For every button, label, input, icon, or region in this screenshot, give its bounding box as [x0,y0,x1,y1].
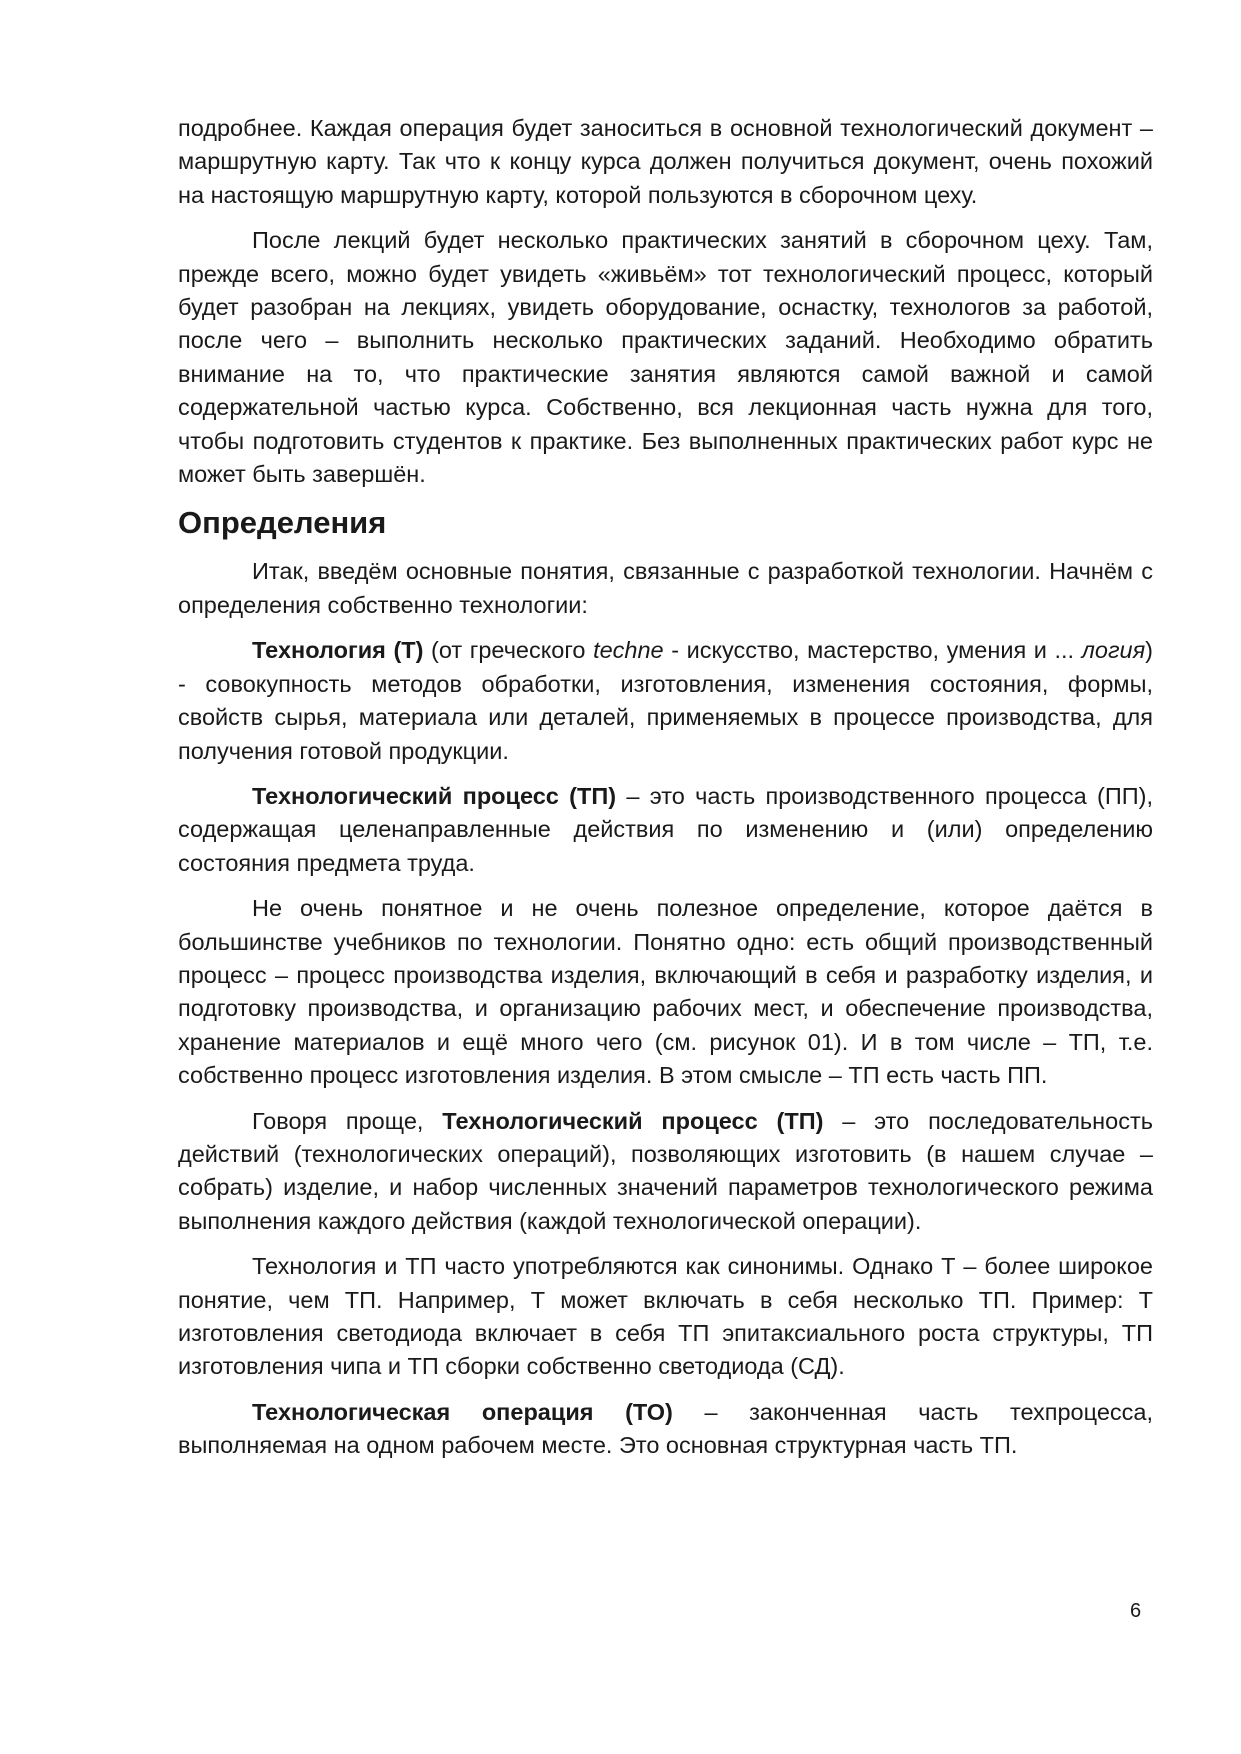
document-page [178,112,1153,1475]
definition-technological-operation [178,1396,1153,1463]
paragraph-practical-lessons: После лекций будет несколько практических занятий в сборочном цеху. Там, прежде всего, можно будет увидеть «живьём» тот технологический процесс, который будет разобран на лекциях, увидеть оборудование, оснастку, технологов за работой, после чего – выполнить несколько практических заданий. Необходимо обратить внимание на то, что практические занятия являются самой важной и самой содержательной частью курса. Собственно, вся лекционная часть нужна для того, чтобы подготовить студентов к практике. Без выполненных практических работ курс не может быть завершён. [178,227,1153,488]
definition-technological-process [178,780,1153,880]
definition-technological-operation-text: – законченная часть техпроцесса, выполняемая на одном рабочем месте. Это основная структурная часть ТП. [178,1398,1153,1459]
term-technology: Технология (Т) [252,637,424,664]
word-logia: логия [1081,637,1146,664]
paragraph-production-process: Не очень понятное и не очень полезное определение, которое даётся в большинстве учебников по технологии. Понятно одно: есть общий производственный процесс – процесс производства изделия, включающий в себя и разработку изделия, и подготовку производства, и организацию рабочих мест, и обеспечение производства, хранение материалов и ещё много чего (см. рисунок 01). И в том числе – ТП, т.е. собственно процесс изготовления изделия. В этом смысле – ТП есть часть ПП. [178,895,1153,1089]
paragraph-technology-vs-process: Технология и ТП часто употребляются как синонимы. Однако Т – более широкое понятие, чем ТП. Например, Т может включать в себя несколько ТП. Пример: Т изготовления светодиода включает в себя ТП эпитаксиального роста структуры, ТП изготовления чипа и ТП сборки собственно светодиода (СД). [178,1253,1153,1380]
definition-technological-process-simple [178,1105,1153,1239]
definition-technology-text-1: (от греческого [423,637,594,664]
term-technological-process: Технологический процесс (ТП) [252,782,617,809]
term-technological-operation: Технологическая операция (ТО) [252,1398,673,1425]
section-heading-definitions: Определения [178,505,387,541]
page-number: 6 [1130,1600,1142,1622]
definition-technology-text-2: - искусство, мастерство, умения и ... [663,637,1082,664]
word-techne: techne [593,637,664,664]
term-technological-process-2: Технологический процесс (ТП) [442,1107,824,1134]
simple-definition-text: – это последовательность действий (технологических операций), позволяющих изготовить (в нашем случае – собрать) изделие, и набор численных значений параметров технологического режима выполнения каждого действия (каждой технологической операции). [178,1107,1153,1234]
definition-technological-process-text: – это часть производственного процесса (ПП), содержащая целенаправленные действия по изменению и (или) определению состояния предмета труда. [178,782,1153,876]
paragraph-course-route-card: подробнее. Каждая операция будет заноситься в основной технологический документ – маршрутную карту. Так что к концу курса должен получиться документ, очень похожий на настоящую маршрутную карту, которой пользуются в сборочном цеху. [178,115,1153,208]
paragraph-intro-definitions: Итак, введём основные понятия, связанные с разработкой технологии. Начнём с определения собственно технологии: [178,558,1153,618]
definition-technology-text-3: ) - совокупность методов обработки, изготовления, изменения состояния, формы, свойств сырья, материала или деталей, применяемых в процессе производства, для получения готовой продукции. [178,637,1153,764]
definition-technology [178,634,1153,768]
simple-definition-lead: Говоря проще, [252,1107,443,1134]
